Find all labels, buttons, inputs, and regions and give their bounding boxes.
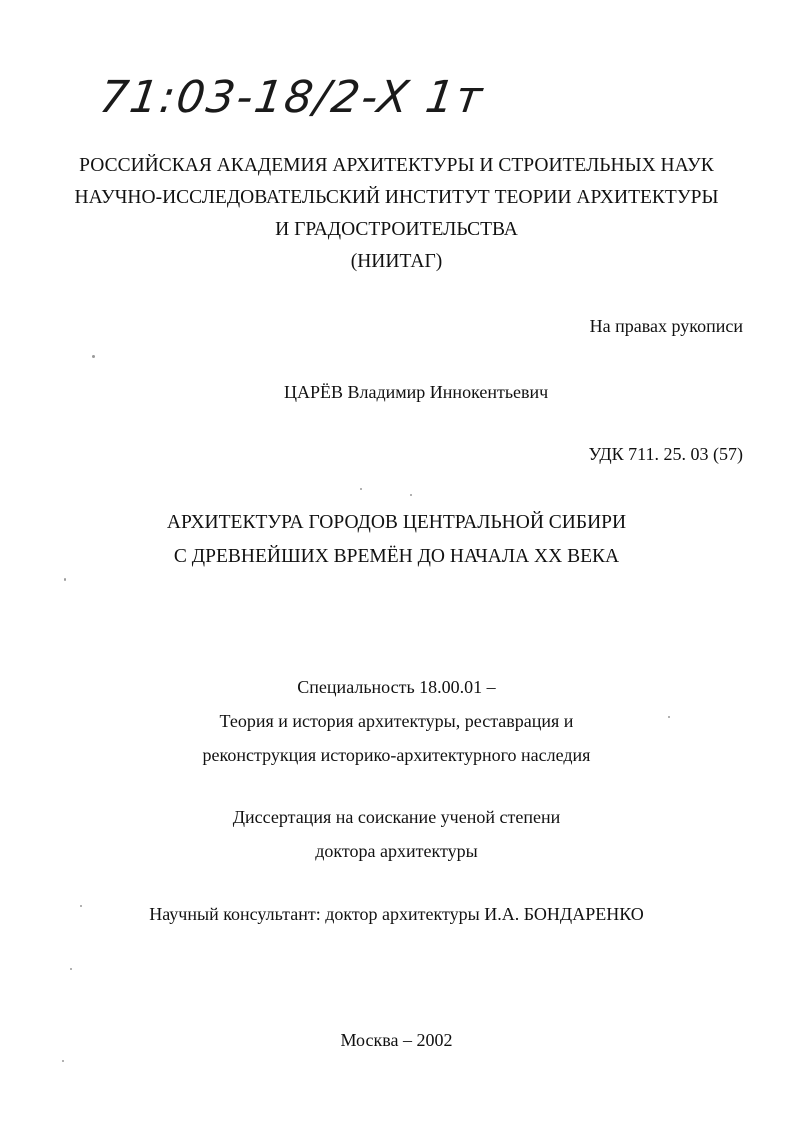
scan-speck [668,716,670,718]
specialty-code: Специальность 18.00.01 – [297,677,496,697]
scan-speck [70,968,72,970]
manuscript-note: На правах рукописи [589,316,743,336]
title-line: С ДРЕВНЕЙШИХ ВРЕМЁН ДО НАЧАЛА XX ВЕКА [173,546,620,567]
institution-header [0,150,793,278]
degree-line: доктора архитектуры [315,841,478,861]
city-year: Москва – 2002 [340,1030,453,1050]
udk-code: УДК 711. 25. 03 (57) [588,444,743,464]
institution-line: И ГРАДОСТРОИТЕЛЬСТВА [275,219,518,240]
scan-speck [80,905,82,907]
scan-speck [64,578,66,581]
specialty-line: Теория и история архитектуры, реставрация и [219,711,574,731]
institution-line: НАУЧНО-ИССЛЕДОВАТЕЛЬСКИЙ ИНСТИТУТ ТЕОРИИ АРХИТЕКТУРЫ [74,187,719,208]
title-line: АРХИТЕКТУРА ГОРОДОВ ЦЕНТРАЛЬНОЙ СИБИРИ [166,512,627,533]
scientific-consultant: Научный консультант: доктор архитектуры И.А. БОНДАРЕНКО [149,904,644,924]
scan-speck [62,1060,64,1062]
degree-block [0,800,793,868]
specialty-line: реконструкция историко-архитектурного наследия [202,745,591,765]
dissertation-title [0,506,793,574]
scan-speck [360,488,362,490]
scan-speck [410,494,412,496]
scan-speck [92,355,95,358]
institution-abbreviation: (НИИТАГ) [350,251,443,272]
specialty-block [0,670,793,772]
institution-line: РОССИЙСКАЯ АКАДЕМИЯ АРХИТЕКТУРЫ И СТРОИТЕЛЬНЫХ НАУК [79,155,714,176]
handwritten-archive-code: 71:03-18/2-X 1т [96,72,488,123]
author-name: ЦАРЁВ Владимир Иннокентьевич [284,382,549,402]
degree-line: Диссертация на соискание ученой степени [232,807,561,827]
